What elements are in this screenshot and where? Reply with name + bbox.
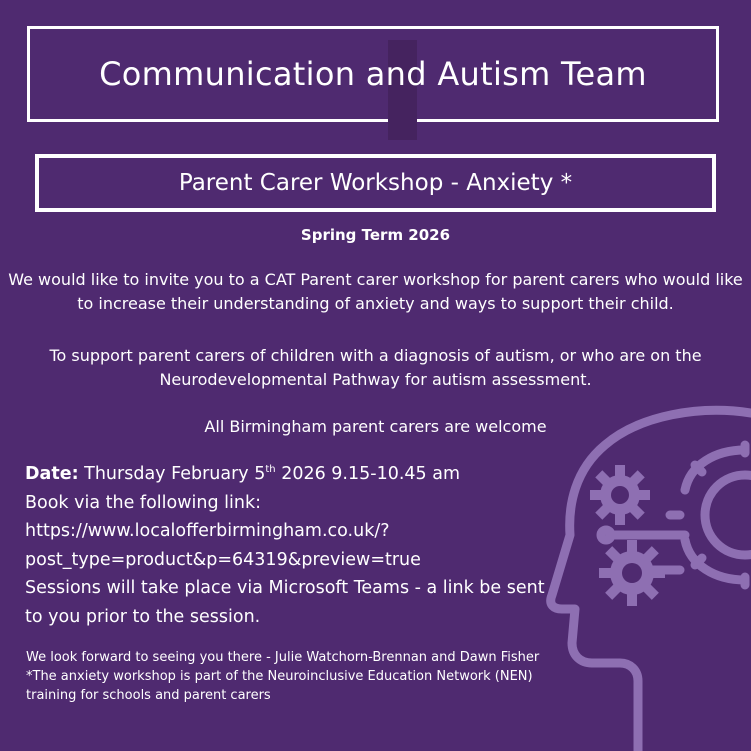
sessions-info: Sessions will take place via Microsoft Teams - a link be sent to you prior to the session. (25, 578, 545, 627)
date-suffix: th (265, 464, 276, 476)
date-value: Thursday February 5 (84, 464, 266, 484)
booking-text: Book via the following link: (25, 492, 261, 513)
header-box (27, 26, 719, 122)
date-time: 2026 9.15-10.45 am (281, 464, 460, 484)
booking-link-line1[interactable]: https://www.localofferbirmingham.co.uk/? (25, 521, 390, 541)
closing-text: We look forward to seeing you there - Julie Watchorn-Brennan and Dawn Fisher (26, 650, 540, 665)
invite-paragraph: We would like to invite you to a CAT Parent carer workshop for parent carers who would like to increase their understanding of anxiety and ways to support their child. (8, 270, 743, 313)
date-line (25, 460, 565, 489)
term-label: Spring Term 2026 (300, 226, 451, 244)
support-paragraph: To support parent carers of children with a diagnosis of autism, or who are on the Neurodevelopmental Pathway for autism assessment. (49, 346, 702, 389)
booking-link-line2[interactable]: post_type=product&p=64319&preview=true (25, 549, 421, 570)
welcome-text: All Birmingham parent carers are welcome (204, 417, 547, 436)
page-title: Communication and Autism Team (99, 55, 647, 93)
workshop-title: Parent Carer Workshop - Anxiety * (178, 170, 573, 196)
date-label: Date: (25, 464, 79, 484)
event-details (25, 460, 565, 631)
footnote: *The anxiety workshop is part of the Neuroinclusive Education Network (NEN) training for schools and parent carers (26, 669, 533, 703)
footer (26, 648, 556, 705)
subtitle-box (35, 154, 716, 212)
